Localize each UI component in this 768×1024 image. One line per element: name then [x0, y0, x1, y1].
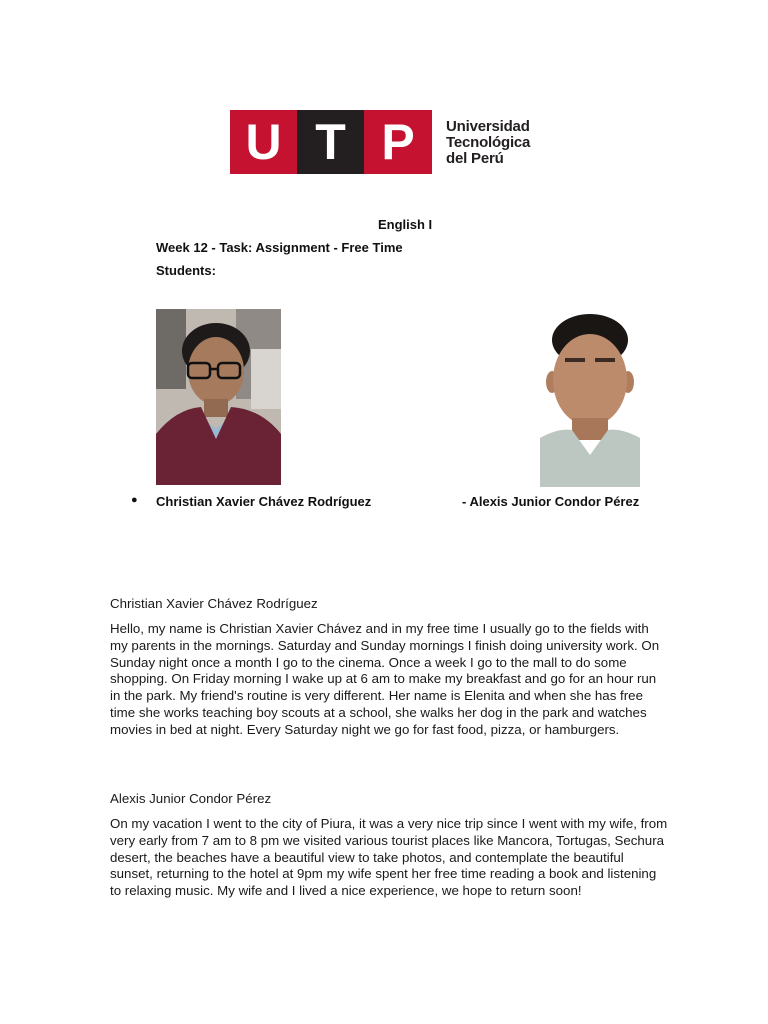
utp-logo — [230, 110, 540, 174]
students-label: Students: — [156, 263, 216, 278]
section-title-alexis: Alexis Junior Condor Pérez — [110, 791, 272, 806]
logo-line-3: del Perú — [446, 150, 504, 167]
section-body-christian: Hello, my name is Christian Xavier Chávez and in my free time I usually go to the fields with my parents in the mornings. Saturday and Sunday mornings I finish doing university work. On Sunday night once a month I go to the cinema. Once a week I go to the mall to do some shopping. On Friday morning I wake up at 6 am to make my breakfast and go for an hour run in the park. My friend's routine is very different. Her name is Elenita and when she has free time she works teaching boy scouts at a school, she walks her dog in the park and watches movies in bed at night. Every Saturday night we go for fast food, pizza, or hamburgers. — [110, 621, 660, 737]
bullet-marker: ● — [131, 494, 138, 506]
logo-line-2: Tecnológica — [446, 134, 531, 151]
student-photo-christian — [156, 309, 281, 485]
logo-letter-u: U — [230, 110, 297, 174]
section-title-christian: Christian Xavier Chávez Rodríguez — [110, 596, 318, 611]
student-name-christian: Christian Xavier Chávez Rodríguez — [156, 494, 372, 509]
course-title: English I — [378, 217, 433, 232]
assignment-title: Week 12 - Task: Assignment - Free Time — [156, 240, 403, 255]
section-body-alexis: On my vacation I went to the city of Piura, it was a very nice trip since I went with my wife, from very early from 7 am to 8 pm we visited various tourist places like Mancora, Tortugas, Sechura desert, the beaches have a beautiful view to take photos, and contemplate the beautiful sunset, returning to the hotel at 9pm my wife spent her free time reading a book and listening to relaxing music. My wife and I lived a nice experience, we hope to return soon! — [110, 816, 668, 899]
student-name-alexis: - Alexis Junior Condor Pérez — [462, 494, 640, 509]
logo-letter-p: P — [364, 110, 432, 174]
logo-line-1: Universidad — [446, 118, 530, 135]
logo-letter-t: T — [297, 110, 364, 174]
student-photo-alexis — [540, 310, 640, 487]
logo-wordmark — [446, 119, 530, 167]
